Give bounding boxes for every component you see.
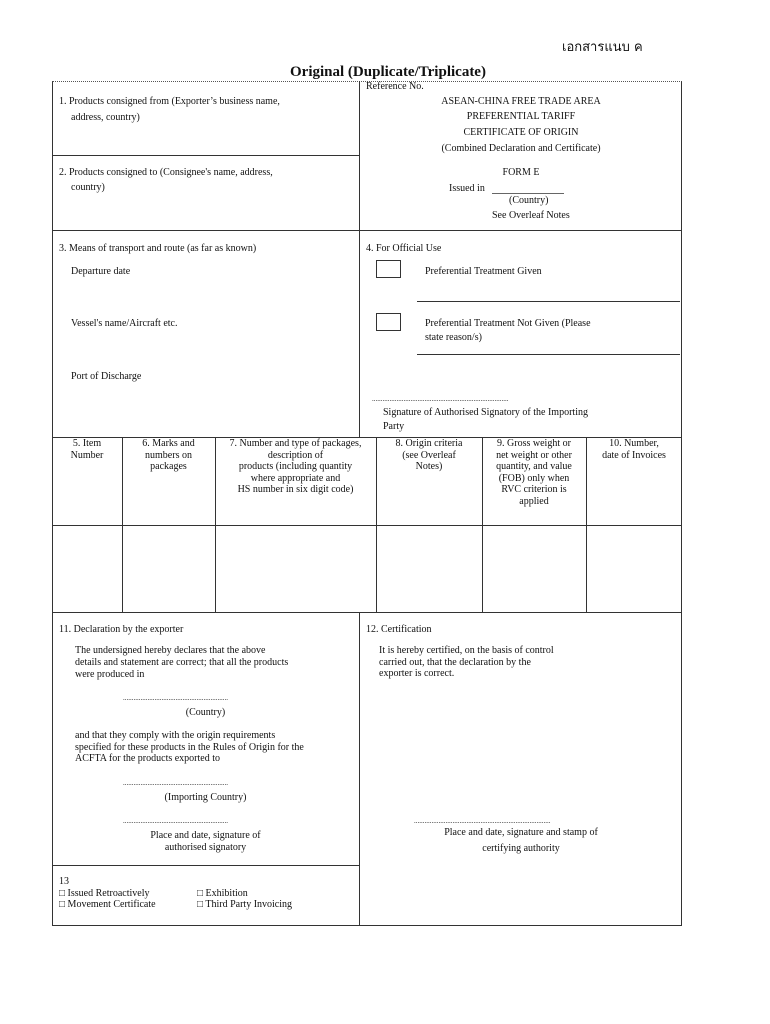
column-header-7: 7. Number and type of packages, (229, 438, 362, 449)
column-header-7: HS number in six digit code) (237, 484, 354, 495)
box3-title: 3. Means of transport and route (as far as known) (59, 243, 257, 254)
box4-title: 4. For Official Use (366, 243, 442, 254)
column-header-8: Notes) (415, 461, 443, 472)
box1-label: 1. Products consigned from (Exporter’s business name, (59, 96, 280, 107)
header-line-3: CERTIFICATE OF ORIGIN (463, 127, 579, 138)
overleaf-notes: See Overleaf Notes (492, 210, 570, 221)
declaration-text: were produced in (75, 669, 145, 680)
importing-country-field[interactable]: ............................................................ (123, 779, 228, 787)
box13-title: 13 (59, 876, 69, 887)
column-header-9: net weight or other (496, 449, 572, 461)
signature-dots: .............................................................................. (372, 395, 509, 403)
exporter-signature-field[interactable]: ............................................................ (123, 817, 228, 825)
treatment-given-label: Preferential Treatment Given (425, 266, 542, 277)
exhibition-label: Exhibition (205, 888, 248, 899)
column-header-7: description of (267, 449, 324, 461)
third-party-invoicing-checkbox[interactable]: □ (197, 899, 204, 910)
box2-label-2: country) (71, 182, 105, 193)
movement-certificate-label: Movement Certificate (67, 899, 156, 910)
signature-label-2: Party (383, 421, 405, 432)
column-header-7: where appropriate and (250, 472, 341, 484)
column-header-5: Number (70, 449, 104, 461)
declaration-text: ACFTA for the products exported to (75, 753, 221, 764)
column-header-5: 5. Item (72, 438, 102, 449)
column-header-9: RVC criterion is (501, 484, 567, 495)
declaration-text: The undersigned hereby declares that the above (75, 645, 266, 656)
column-header-10: date of Invoices (602, 449, 666, 461)
country-label: (Country) (509, 195, 549, 206)
treatment-not-given-label: Preferential Treatment Not Given (Please (425, 318, 591, 329)
header-line-1: ASEAN-CHINA FREE TRADE AREA (441, 96, 601, 107)
importing-country-caption: (Importing Country) (164, 792, 247, 803)
column-header-8: (see Overleaf (402, 449, 456, 461)
country-field[interactable]: ............................................................ (123, 694, 228, 702)
column-header-9: quantity, and value (496, 461, 572, 472)
header-line-4: (Combined Declaration and Certificate) (441, 143, 601, 154)
departure-date-label: Departure date (71, 266, 131, 277)
port-discharge-label: Port of Discharge (71, 371, 142, 382)
box1-label-2: address, country) (71, 112, 140, 123)
authority-signature-caption-2: certifying authority (482, 843, 560, 854)
column-header-8: 8. Origin criteria (395, 438, 463, 449)
box2-label: 2. Products consigned to (Consignee's name, address, (59, 167, 273, 178)
country-caption: (Country) (185, 707, 226, 718)
form-e: FORM E (502, 167, 540, 178)
column-header-9: applied (519, 495, 549, 507)
declaration-text: and that they comply with the origin requirements (75, 730, 276, 741)
column-header-6: packages (150, 461, 187, 472)
column-header-6: numbers on (145, 449, 192, 461)
issued-in-field[interactable] (492, 193, 564, 194)
column-header-9: 9. Gross weight or (497, 438, 571, 449)
treatment-not-given-checkbox[interactable] (376, 313, 401, 331)
issued-in-label: Issued in (449, 183, 485, 194)
signature-label: Signature of Authorised Signatory of the Importing (383, 407, 588, 418)
authority-signature-field[interactable]: .............................................................................. (414, 817, 551, 825)
column-header-6: 6. Marks and (142, 438, 195, 449)
third-party-invoicing-label: Third Party Invoicing (205, 899, 293, 910)
issued-retroactively-label: Issued Retroactively (67, 888, 150, 899)
authority-signature-caption: Place and date, signature and stamp of (444, 827, 598, 838)
column-header-10: 10. Number, (609, 438, 659, 449)
header-line-2: PREFERENTIAL TARIFF (466, 111, 576, 122)
exhibition-checkbox[interactable]: □ (197, 888, 204, 899)
column-header-9: (FOB) only when (498, 472, 570, 484)
treatment-not-given-label-2: state reason/s) (425, 332, 482, 343)
reference-no: Reference No. (366, 81, 424, 92)
exporter-signature-caption: Place and date, signature of (150, 830, 261, 841)
certification-text: carried out, that the declaration by the (379, 657, 531, 668)
treatment-given-checkbox[interactable] (376, 260, 401, 278)
movement-certificate-checkbox[interactable]: □ (59, 899, 66, 910)
annex-label: เอกสารแนบ ค (562, 40, 643, 55)
issued-retroactively-checkbox[interactable]: □ (59, 888, 66, 899)
box11-title: 11. Declaration by the exporter (59, 624, 184, 635)
vessel-label: Vessel's name/Aircraft etc. (71, 318, 178, 329)
declaration-text: details and statement are correct; that all the products (75, 657, 289, 668)
declaration-text: specified for these products in the Rules of Origin for the (75, 742, 304, 753)
exporter-signature-caption-2: authorised signatory (164, 842, 247, 853)
certification-text: exporter is correct. (379, 668, 455, 679)
column-header-7: products (including quantity (238, 461, 353, 472)
certification-text: It is hereby certified, on the basis of control (379, 645, 554, 656)
page-title: Original (Duplicate/Triplicate) (290, 64, 486, 80)
box12-title: 12. Certification (366, 624, 432, 635)
